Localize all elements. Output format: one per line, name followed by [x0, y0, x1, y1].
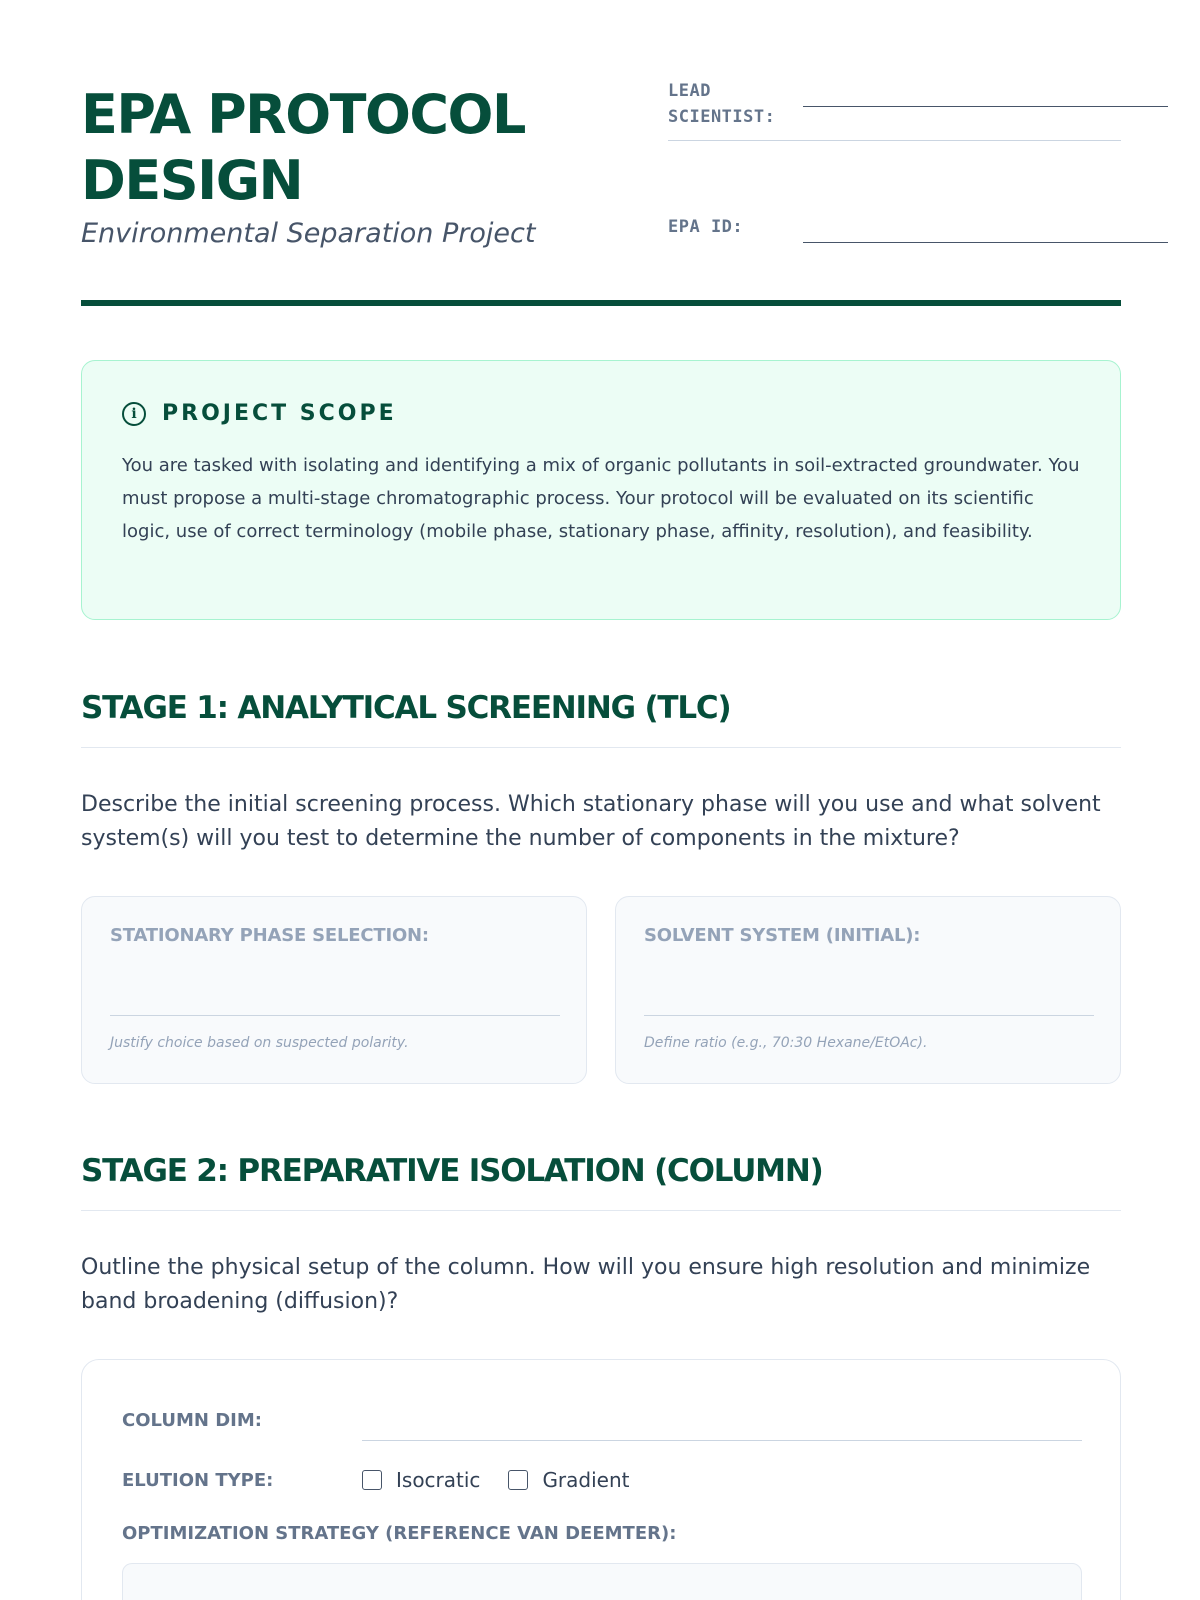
- stationary-phase-card: [81, 896, 587, 1084]
- isocratic-checkbox[interactable]: [362, 1470, 382, 1490]
- column-setup-panel: [81, 1359, 1121, 1600]
- header-divider: [81, 300, 1121, 306]
- isocratic-option[interactable]: [362, 1468, 480, 1492]
- elution-options: [362, 1468, 658, 1492]
- stationary-phase-field[interactable]: [110, 1015, 560, 1016]
- project-scope-box: [81, 360, 1121, 620]
- scope-text: You are tasked with isolating and identifying a mix of organic pollutants in soil-extracted groundwater. You must propose a multi-stage chromatographic process. Your protocol will be evaluated on its scientific logic, use of correct terminology (mobile phase, stationary phase, affinity, resolution), and feasibility.: [122, 455, 1080, 542]
- lead-scientist-row: [668, 78, 1121, 141]
- epa-id-field[interactable]: [803, 242, 1168, 243]
- epa-id-label: EPA ID:: [668, 217, 744, 237]
- scope-heading: PROJECT SCOPE: [162, 401, 397, 426]
- epa-id-row: [668, 141, 1168, 237]
- gradient-checkbox[interactable]: [508, 1470, 528, 1490]
- gradient-label: Gradient: [542, 1468, 630, 1492]
- gradient-option[interactable]: [508, 1468, 629, 1492]
- info-icon: i: [122, 402, 146, 426]
- stage2-heading: STAGE 2: PREPARATIVE ISOLATION (COLUMN): [81, 1153, 1121, 1211]
- stage2-prompt: Outline the physical setup of the column. How will you ensure high resolution and minimize band broadening (diffusion)?: [81, 1255, 1091, 1314]
- meta-fields: [668, 78, 1168, 237]
- stationary-phase-label: STATIONARY PHASE SELECTION:: [110, 925, 429, 946]
- solvent-system-hint: Define ratio (e.g., 70:30 Hexane/EtOAc).: [644, 1035, 928, 1051]
- document-subtitle: Environmental Separation Project: [81, 218, 536, 249]
- isocratic-label: Isocratic: [396, 1468, 481, 1492]
- document-header: [81, 0, 1121, 310]
- solvent-system-card: [615, 896, 1121, 1084]
- stage1-heading: STAGE 1: ANALYTICAL SCREENING (TLC): [81, 690, 1121, 748]
- column-dim-field[interactable]: [362, 1440, 1082, 1441]
- stage1-prompt: Describe the initial screening process. Which stationary phase will you use and what solvent system(s) will you test to determine the number of components in the mixture?: [81, 792, 1101, 851]
- optimization-strategy-textarea[interactable]: [122, 1563, 1082, 1600]
- optimization-strategy-label: OPTIMIZATION STRATEGY (REFERENCE VAN DEEMTER):: [122, 1523, 677, 1544]
- protocol-page: [81, 0, 1121, 1544]
- scope-title: [122, 401, 397, 426]
- stationary-phase-hint: Justify choice based on suspected polarity.: [110, 1035, 409, 1051]
- document-title: EPA PROTOCOL DESIGN: [81, 83, 525, 212]
- solvent-system-label: SOLVENT SYSTEM (INITIAL):: [644, 925, 921, 946]
- lead-scientist-label: LEAD SCIENTIST:: [668, 81, 776, 127]
- lead-scientist-field[interactable]: [803, 106, 1168, 107]
- solvent-system-field[interactable]: [644, 1015, 1094, 1016]
- elution-type-label: ELUTION TYPE:: [122, 1470, 274, 1491]
- column-dim-label: COLUMN DIM:: [122, 1410, 262, 1431]
